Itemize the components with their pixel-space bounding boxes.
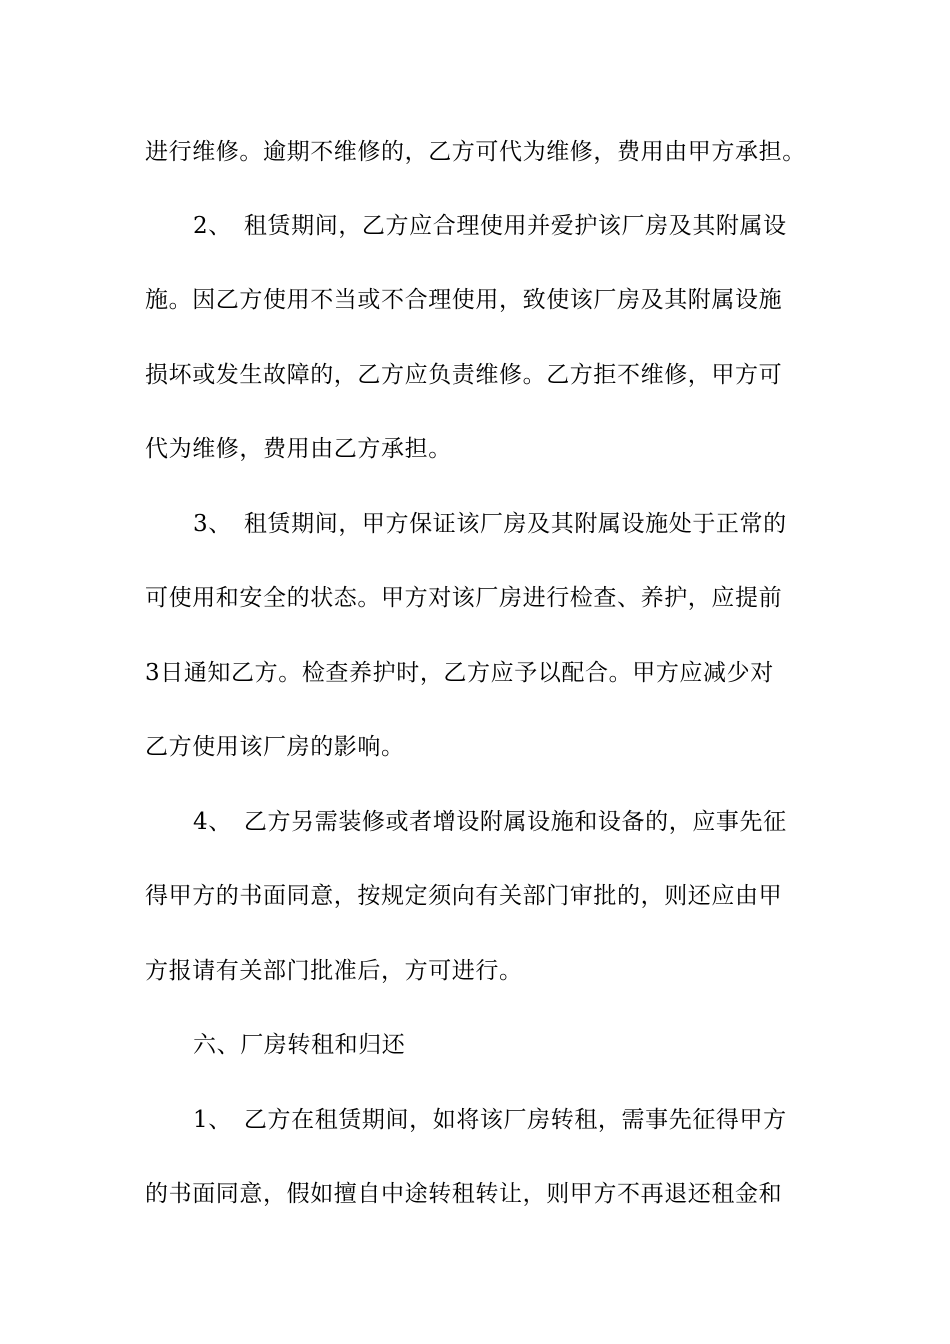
text-line: 损坏或发生故障的，乙方应负责维修。乙方拒不维修，甲方可 <box>145 362 783 388</box>
text-line: 的书面同意，假如擅自中途转租转让，则甲方不再退还租金和 <box>145 1181 783 1207</box>
text-line: 可使用和安全的状态。甲方对该厂房进行检查、养护，应提前 <box>145 585 783 611</box>
clause-1-line: 1、 乙方在租赁期间，如将该厂房转租，需事先征得甲方 <box>193 1107 787 1133</box>
text-line: 3日通知乙方。检查养护时，乙方应予以配合。甲方应减少对 <box>145 660 774 686</box>
text-line: 乙方使用该厂房的影响。 <box>145 734 405 760</box>
text-line: 代为维修，费用由乙方承担。 <box>145 436 452 462</box>
text-line: 方报请有关部门批准后，方可进行。 <box>145 958 523 984</box>
clause-3-line: 3、 租赁期间，甲方保证该厂房及其附属设施处于正常的 <box>193 511 787 537</box>
text-line: 得甲方的书面同意，按规定须向有关部门审批的，则还应由甲 <box>145 883 783 909</box>
text-line: 进行维修。逾期不维修的，乙方可代为维修，费用由甲方承担。 <box>145 139 806 165</box>
clause-4-line: 4、 乙方另需装修或者增设附属设施和设备的，应事先征 <box>193 809 787 835</box>
section-heading: 六、厂房转租和归还 <box>193 1032 406 1058</box>
text-line: 施。因乙方使用不当或不合理使用，致使该厂房及其附属设施 <box>145 287 783 313</box>
clause-2-line: 2、 租赁期间，乙方应合理使用并爱护该厂房及其附属设 <box>193 213 787 239</box>
